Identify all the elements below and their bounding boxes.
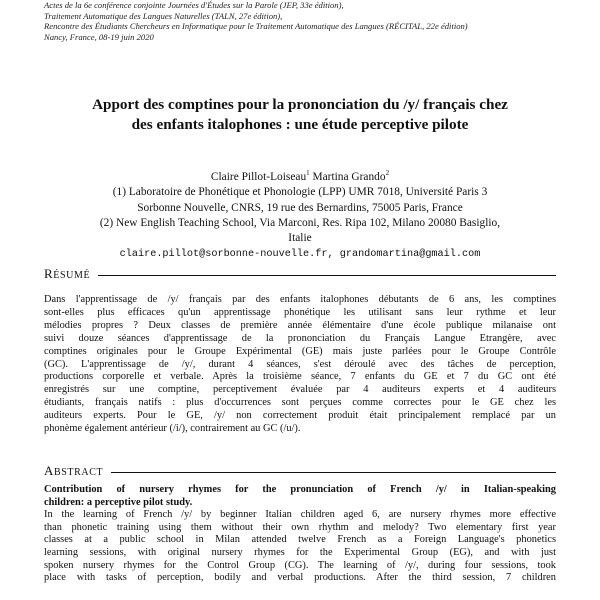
header-line: Actes de la 6e conférence conjointe Journées d'Études sur la Parole (JEP, 33e édition),	[44, 0, 344, 10]
heading-initial: A	[44, 463, 54, 478]
abstract-title-line: children: a perceptive pilot study.	[44, 496, 193, 508]
resume-line: phonème également antérieur (/i/), contrairement au GC (/u/).	[44, 423, 301, 435]
author-emails: claire.pillot@sorbonne-nouvelle.fr, grandomartina@gmail.com	[119, 248, 481, 260]
resume-line: Dans l'apprentissage de /y/ français par des enfants italophones débutants de 6 ans, les comptines	[44, 294, 556, 305]
abstract-line: classes at a public school in Milan attended twelve French as a Foreign Language's phonetics	[44, 534, 556, 546]
resume-line: mélodies propres ? Deux classes de première année élémentaire d'une école publique milanaise ont	[44, 319, 556, 331]
heading-text	[44, 463, 103, 479]
conference-header	[44, 0, 564, 42]
affiliation-marker: 2	[385, 169, 390, 177]
abstract-heading	[44, 463, 556, 479]
resume-body	[44, 294, 556, 436]
title-line: des enfants italophones : une étude perceptive pilote	[131, 116, 469, 133]
heading-rule	[98, 275, 556, 276]
resume-line: productions corporelle et verbale. Après la troisième séance, 7 enfants du GE et 7 du GC ont été	[44, 371, 556, 383]
header-line: Nancy, France, 08-19 juin 2020	[44, 31, 154, 42]
resume-line: sont-elles plus efficaces qu'un apprentissage phonétique les utilisant sans leur rythme et leur	[44, 306, 556, 318]
header-line: Traitement Automatique des Langues Naturelles (TALN, 27e édition),	[44, 10, 283, 21]
author-name: Martina Grando	[312, 170, 386, 183]
abstract-line: place with tasks of perception, bodily and verbal productions. After the third session, 7 children	[44, 572, 556, 584]
title-line: Apport des comptines pour la prononciation du /y/ français chez	[92, 96, 508, 113]
heading-rest: ÉSUMÉ	[53, 270, 91, 281]
heading-text	[44, 266, 90, 282]
resume-heading	[44, 266, 556, 282]
resume-line: étudiants, français natifs : plus d'occurrences sont perçues comme correctes pour le GE chez les	[44, 397, 556, 409]
author-block	[44, 166, 556, 262]
abstract-line: spoken nursery rhymes for the Control Group (CG). The learning of /y/, during four sessions, took	[44, 559, 556, 571]
resume-line: auditeurs experts. Pour le GE, /y/ non correctement produit était principalement remplacé par un	[44, 410, 556, 422]
affiliation-marker: 1	[306, 169, 310, 177]
resume-line: (GC). L'apprentissage de /y/, durant 4 séances, s'est déroulé avec des tâches de perception,	[44, 358, 556, 370]
abstract-line: than phonetic training using them without their own rhythm and melody? Two elementary first year	[44, 521, 556, 533]
author-names	[44, 166, 556, 185]
header-line: Rencontre des Étudiants Chercheurs en Informatique pour le Traitement Automatique des Langues (RÉCITAL, 22e édition)	[44, 21, 468, 31]
affiliation-line: Sorbonne Nouvelle, CNRS, 19 rue des Bernardins, 75005 Paris, France	[137, 201, 463, 214]
resume-line: comptines originales pour le Groupe Expérimental (GE) mais juste parlées pour le Groupe Contrôle	[44, 345, 556, 357]
affiliation-line: Italie	[288, 232, 312, 245]
resume-line: enregistrés sur une comptine, perceptivement évaluée par 4 auditeurs experts et 4 auditeurs	[44, 384, 556, 396]
abstract-line: learning sessions, with original nursery rhymes for the Experimental Group (EG), and with just	[44, 546, 556, 558]
heading-rule	[111, 472, 556, 473]
paper-title	[44, 95, 556, 135]
affiliation-line: (2) New English Teaching School, Via Marconi, Res. Ripa 102, Milano 20080 Basiglio,	[99, 217, 501, 230]
heading-initial: R	[44, 266, 54, 281]
author-name: Claire Pillot-Loiseau	[210, 170, 307, 183]
resume-line: suivi douze séances d'apprentissage de la prononciation du Français Langue Etrangère, avec	[44, 332, 556, 344]
abstract-line: In the learning of French /y/ by beginner Italian children aged 6, are nursery rhymes more effective	[44, 509, 556, 521]
affiliation-line: (1) Laboratoire de Phonétique et Phonologie (LPP) UMR 7018, Université Paris 3	[112, 186, 488, 199]
abstract-title-line: Contribution of nursery rhymes for the pronunciation of French /y/ in Italian-speaking	[44, 484, 556, 495]
heading-rest: BSTRACT	[54, 467, 104, 478]
abstract-body	[44, 484, 556, 585]
